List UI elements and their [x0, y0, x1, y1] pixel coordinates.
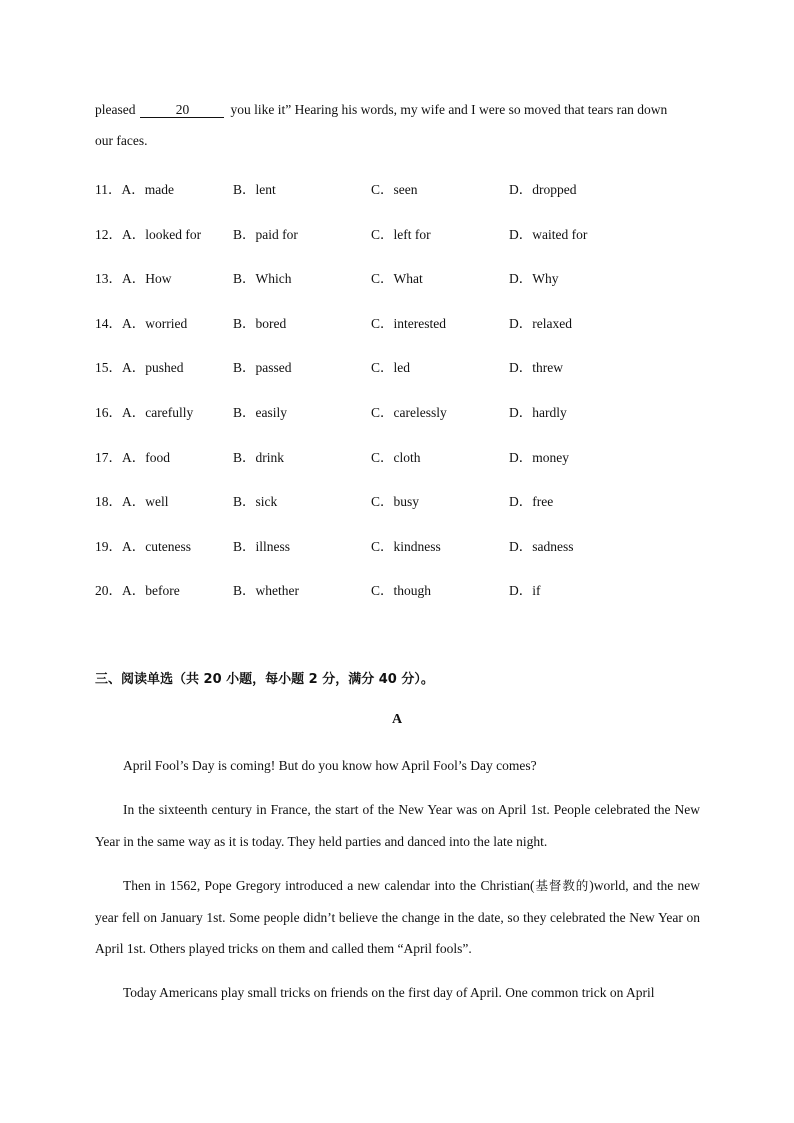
option-text: A．food	[122, 449, 170, 465]
passage-paragraph-3	[95, 870, 700, 965]
option-text: B．lent	[233, 182, 276, 197]
option-text: D．threw	[509, 360, 563, 376]
question-11-option-a	[95, 178, 174, 198]
question-number: 12．	[95, 226, 122, 242]
question-12-option-d	[509, 223, 587, 243]
option-text: A．pushed	[122, 360, 184, 376]
option-text: C．left for	[371, 226, 431, 242]
question-11-option-d	[509, 178, 577, 198]
question-20-option-a	[95, 579, 180, 599]
question-number: 16．	[95, 405, 122, 420]
option-text: D．relaxed	[509, 315, 572, 331]
question-14-option-d	[509, 312, 572, 332]
option-text: A．worried	[122, 315, 188, 331]
question-17-option-a	[95, 446, 170, 466]
paragraph-text: Then in 1562, Pope Gregory introduced a new calendar into the Christian(	[123, 878, 535, 893]
question-19-option-b	[233, 535, 290, 555]
option-text: A．How	[122, 271, 172, 287]
option-text: B．illness	[233, 538, 291, 554]
question-20-option-d	[509, 579, 541, 599]
option-text: C．cloth	[371, 449, 421, 465]
question-number: 15．	[95, 360, 122, 376]
question-18-option-b	[233, 490, 277, 510]
blank-20: 20	[140, 103, 224, 118]
option-text: C．interested	[371, 315, 446, 331]
question-17-option-b	[233, 446, 284, 466]
question-15-option-b	[233, 356, 292, 376]
question-19-option-d	[509, 535, 574, 555]
question-17-option-d	[509, 446, 569, 466]
question-20-option-c	[371, 579, 431, 599]
option-text: D．Why	[509, 271, 559, 287]
option-text: A．made	[121, 182, 174, 197]
question-16-option-a	[95, 401, 193, 421]
question-11-option-b	[233, 178, 276, 198]
option-text: D．hardly	[509, 405, 567, 420]
option-text: B．Which	[233, 271, 292, 287]
question-12-option-c	[371, 223, 431, 243]
option-text: C．carelessly	[371, 405, 447, 420]
question-number: 19．	[95, 538, 122, 554]
passage-paragraph-4	[95, 977, 700, 1009]
paragraph-text: Today Americans play small tricks on friends on the first day of April. One common trick on April	[123, 985, 655, 1000]
option-text: A．well	[122, 494, 169, 510]
question-13-option-c	[371, 267, 423, 287]
option-text: B．sick	[233, 494, 278, 510]
question-18-option-c	[371, 490, 419, 510]
question-16-option-b	[233, 401, 287, 421]
question-number: 17．	[95, 449, 122, 465]
question-17-option-c	[371, 446, 421, 466]
option-text: B．bored	[233, 315, 287, 331]
intro-line-2: our faces.	[95, 133, 148, 148]
option-text: B．passed	[233, 360, 292, 376]
question-18-option-d	[509, 490, 553, 510]
question-14-option-b	[233, 312, 286, 332]
question-12-option-a	[95, 223, 201, 243]
paragraph-text: April Fool’s Day is coming! But do you know how April Fool’s Day comes?	[123, 758, 537, 773]
option-text: A．before	[122, 583, 180, 599]
option-text: B．drink	[233, 449, 285, 465]
option-text: C．busy	[371, 494, 420, 510]
intro-before-blank: pleased	[95, 102, 136, 117]
question-20-option-b	[233, 579, 299, 599]
question-15-option-d	[509, 356, 563, 376]
question-number: 13．	[95, 271, 122, 287]
option-text: B．paid for	[233, 226, 298, 242]
option-text: B．whether	[233, 583, 299, 599]
question-13-option-d	[509, 267, 559, 287]
question-number: 11．	[95, 182, 122, 197]
option-text: C．led	[371, 360, 410, 376]
option-text: C．seen	[371, 182, 418, 197]
question-19-option-c	[371, 535, 441, 555]
option-text: A．carefully	[122, 405, 194, 420]
passage-title: A	[391, 712, 403, 727]
question-number: 20．	[95, 583, 122, 599]
passage-paragraph-2	[95, 794, 700, 857]
question-15-option-c	[371, 356, 410, 376]
intro-line-1	[95, 102, 667, 118]
question-19-option-a	[95, 535, 191, 555]
question-13-option-b	[233, 267, 292, 287]
question-14-option-a	[95, 312, 187, 332]
option-text: B．easily	[233, 405, 287, 420]
question-11-option-c	[371, 178, 418, 198]
question-13-option-a	[95, 267, 172, 287]
question-number: 14．	[95, 315, 122, 331]
question-16-option-c	[371, 401, 447, 421]
option-text: C．kindness	[371, 538, 441, 554]
question-15-option-a	[95, 356, 184, 376]
option-text: D．if	[509, 583, 541, 599]
question-18-option-a	[95, 490, 169, 510]
intro-after-blank: you like it” Hearing his words, my wife and I were so moved that tears ran down	[230, 102, 668, 117]
option-text: D．dropped	[509, 182, 577, 197]
option-text: C．What	[371, 271, 423, 287]
chinese-gloss: 基督教的	[534, 878, 590, 893]
question-14-option-c	[371, 312, 446, 332]
paragraph-text: In the sixteenth century in France, the start of the New Year was on April 1st. People celebrated the New Year in the same way as it is today. They held parties and danced into the late night.	[95, 802, 700, 849]
option-text: D．waited for	[509, 226, 588, 242]
option-text: A．cuteness	[122, 538, 191, 554]
question-16-option-d	[509, 401, 567, 421]
passage-paragraph-1	[95, 750, 700, 782]
question-number: 18．	[95, 494, 122, 510]
option-text: C．though	[371, 583, 432, 599]
option-text: D．money	[509, 449, 569, 465]
paragraph-text: )world, and the new year fell on January 1st. Some people didn’t believe the change in the date, so they celebrated the New Year on April 1st. Others played tricks on them and called them “April fools”.	[95, 878, 701, 956]
option-text: D．sadness	[509, 538, 574, 554]
option-text: D．free	[509, 494, 554, 510]
section-heading: 三、阅读单选（共 20 小题，每小题 2 分，满分 40 分）。	[95, 672, 434, 687]
option-text: A．looked for	[122, 226, 202, 242]
question-12-option-b	[233, 223, 298, 243]
